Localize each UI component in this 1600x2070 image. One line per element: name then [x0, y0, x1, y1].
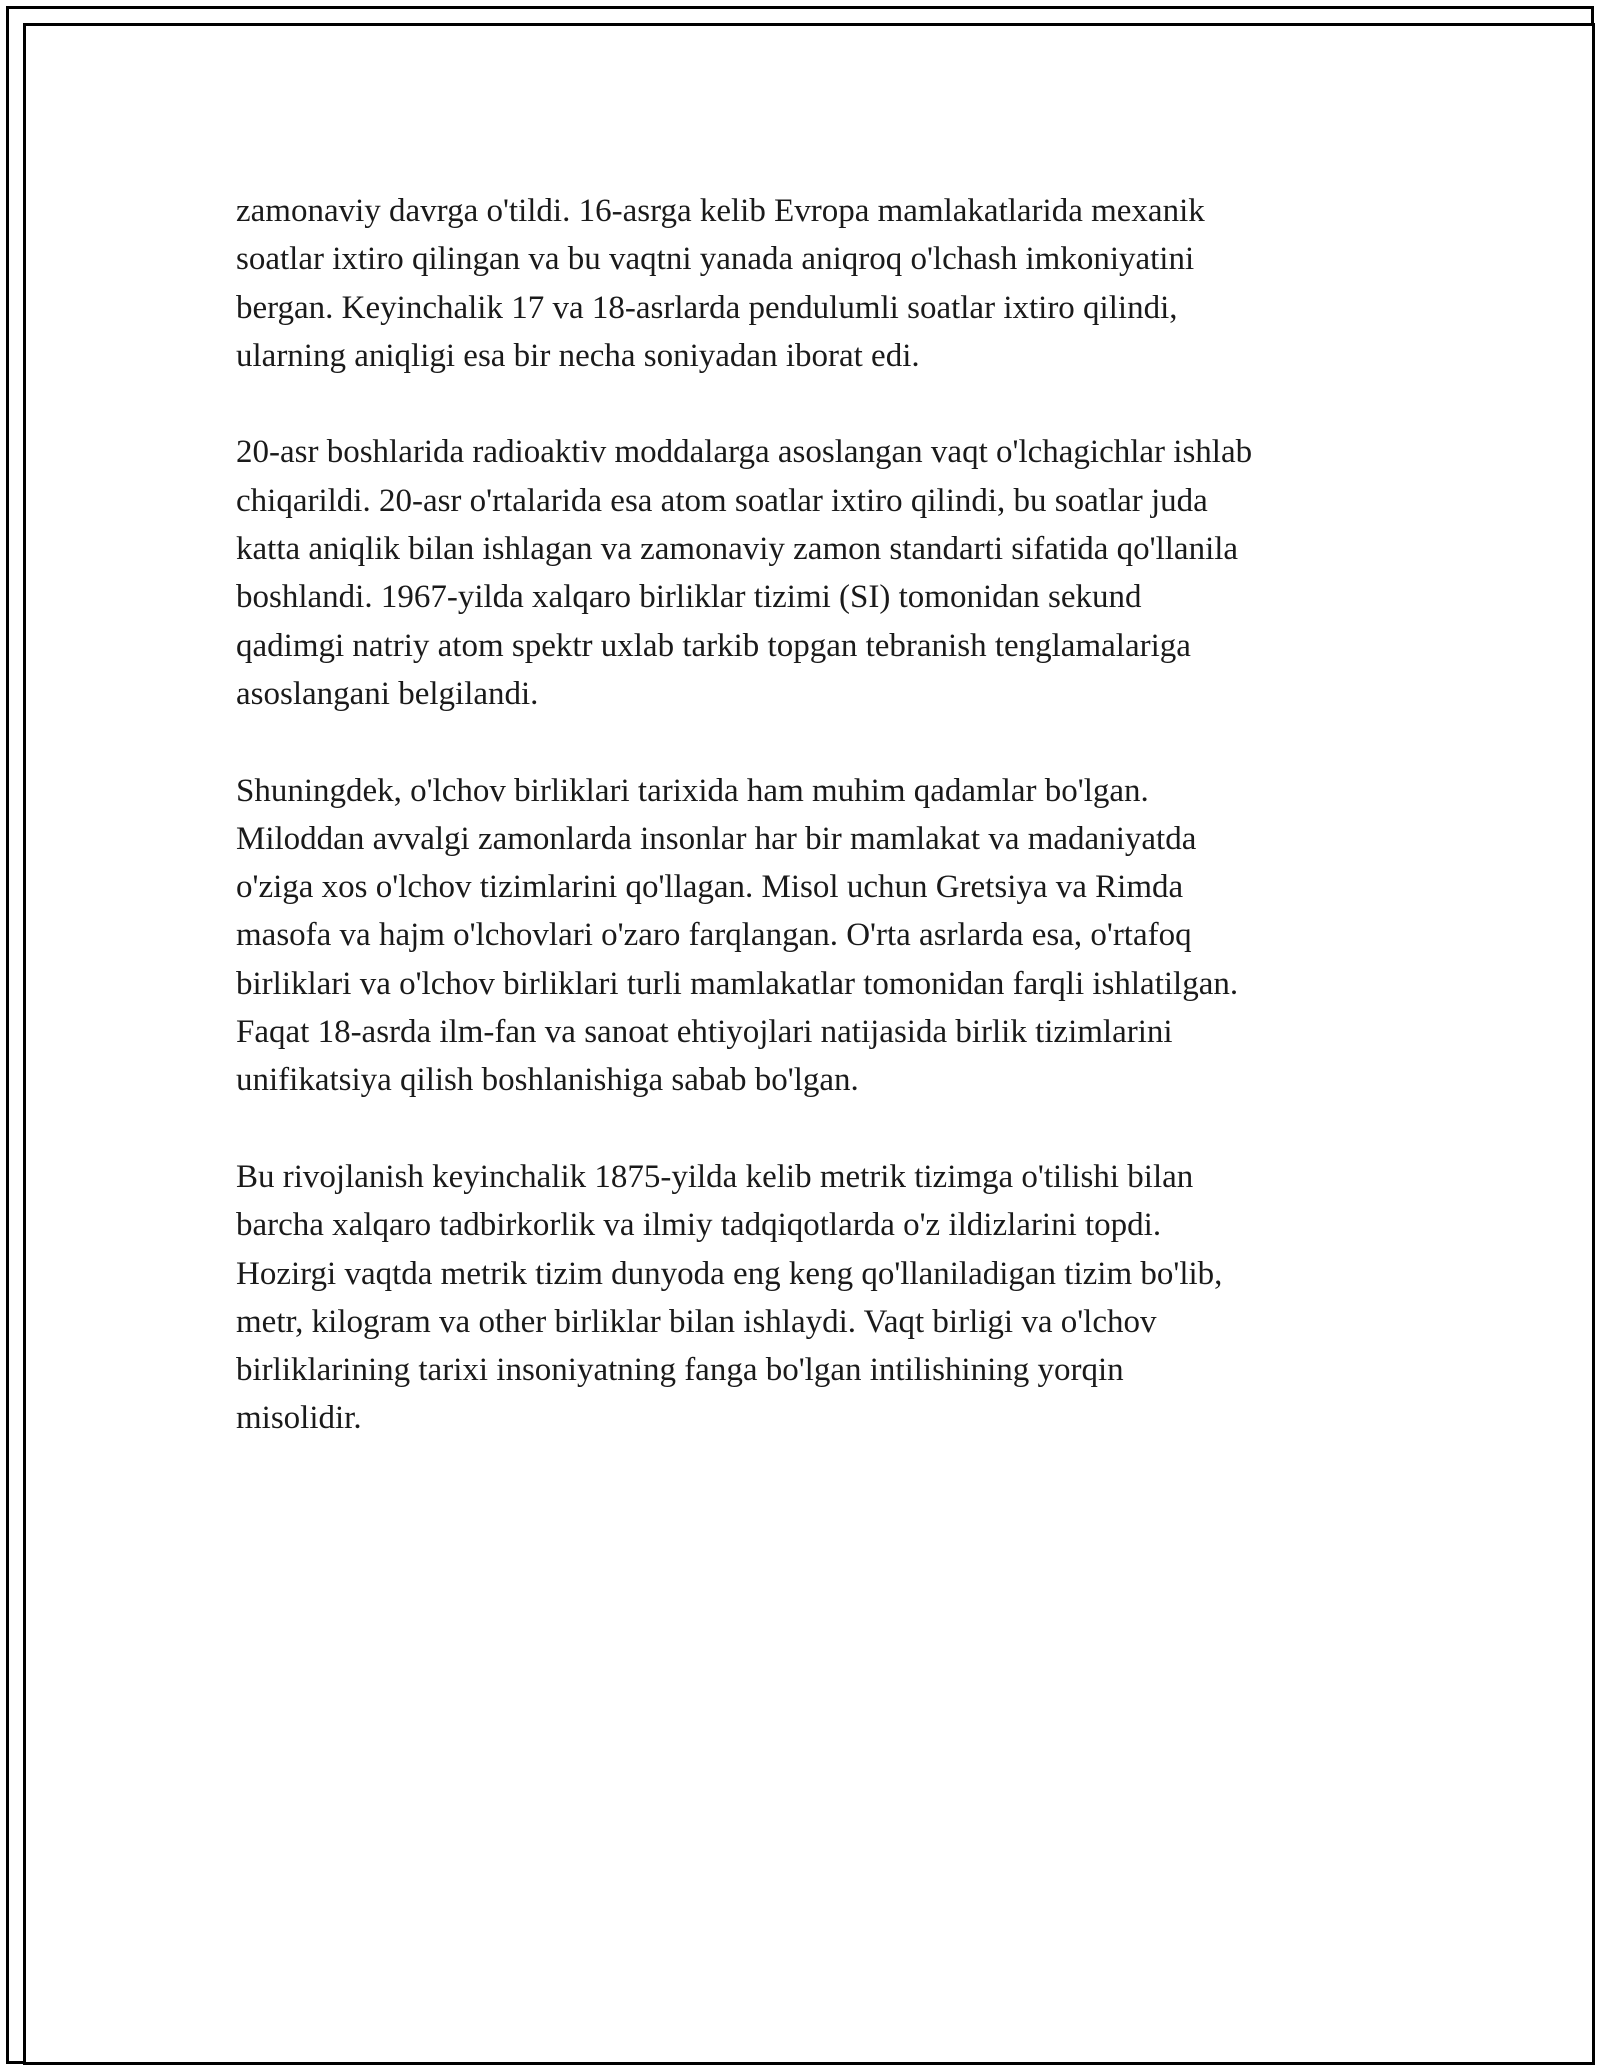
text-line: birliklari va o'lchov birliklari turli mamlakatlar tomonidan farqli ishlatilgan. [236, 965, 1239, 1002]
text-line: misolidir. [236, 1400, 362, 1437]
text-line: ularning aniqligi esa bir necha soniyadan iborat edi. [236, 337, 920, 374]
text-line: zamonaviy davrga o'tildi. 16-asrga kelib Evropa mamlakatlarida mexanik [236, 193, 1205, 229]
text-line: qadimgi natriy atom spektr uxlab tarkib topgan tebranish tenglamalariga [236, 627, 1191, 664]
text-line: Faqat 18-asrda ilm-fan va sanoat ehtiyojlari natijasida birlik tizimlarini [236, 1014, 1173, 1051]
text-line: o'ziga xos o'lchov tizimlarini qo'llagan. Misol uchun Gretsiya va Rimda [236, 869, 1184, 906]
text-line: birliklarining tarixi insoniyatning fanga bo'lgan intilishining yorqin [236, 1352, 1124, 1389]
text-line: Bu rivojlanish keyinchalik 1875-yilda kelib metrik tizimga o'tilishi bilan [236, 1158, 1194, 1195]
text-line: boshlandi. 1967-yilda xalqaro birliklar tizimi (SI) tomonidan sekund [236, 579, 1142, 616]
text-line: chiqarildi. 20-asr o'rtalarida esa atom soatlar ixtiro qilindi, bu soatlar juda [236, 482, 1208, 519]
text-line: 20-asr boshlarida radioaktiv moddalarga asoslangan vaqt o'lchagichlar ishlab [236, 434, 1253, 471]
paragraph-2 [236, 428, 1386, 718]
text-line: Hozirgi vaqtda metrik tizim dunyoda eng keng qo'llaniladigan tizim bo'lib, [236, 1255, 1223, 1292]
text-line: asoslangani belgilandi. [236, 675, 539, 712]
paragraph-3 [236, 767, 1386, 1105]
document-body [236, 187, 1386, 1491]
text-line: katta aniqlik bilan ishlagan va zamonaviy zamon standarti sifatida qo'llanila [236, 531, 1239, 568]
paragraph-4 [236, 1153, 1386, 1443]
text-line: Shuningdek, o'lchov birliklari tarixida ham muhim qadamlar bo'lgan. [236, 772, 1149, 809]
text-line: soatlar ixtiro qilingan va bu vaqtni yanada aniqroq o'lchash imkoniyatini [236, 241, 1195, 278]
text-line: masofa va hajm o'lchovlari o'zaro farqlangan. O'rta asrlarda esa, o'rtafoq [236, 917, 1192, 954]
paragraph-1 [236, 187, 1386, 380]
text-line: unifikatsiya qilish boshlanishiga sabab bo'lgan. [236, 1062, 859, 1099]
text-line: barcha xalqaro tadbirkorlik va ilmiy tadqiqotlarda o'z ildizlarini topdi. [236, 1207, 1162, 1244]
text-line: Miloddan avvalgi zamonlarda insonlar har bir mamlakat va madaniyatda [236, 820, 1197, 857]
text-line: bergan. Keyinchalik 17 va 18-asrlarda pendulumli soatlar ixtiro qilindi, [236, 289, 1178, 326]
text-line: metr, kilogram va other birliklar bilan ishlaydi. Vaqt birligi va o'lchov [236, 1303, 1157, 1340]
